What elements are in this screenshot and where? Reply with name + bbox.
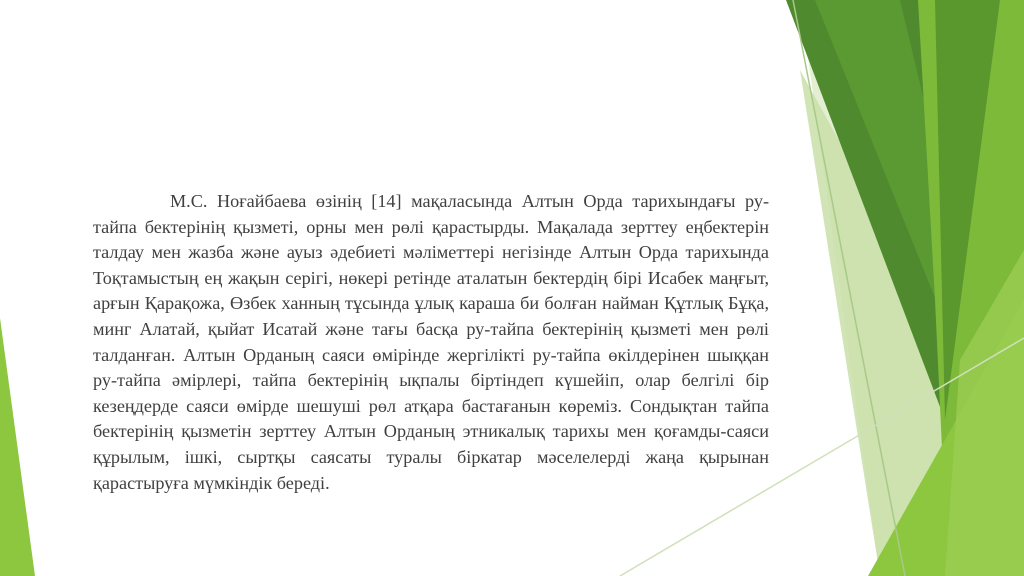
left-green-sliver <box>0 318 35 576</box>
body-paragraph: М.С. Ноғайбаева өзінің [14] мақаласында Алтын Орда тарихындағы ру-тайпа бектерінің қызметі, орны мен рөлі қарастырды. Мақалада зерттеу еңбектерін талдау мен жазба және ауыз әдебиеті мәліметтері негізінде Алтын Орда тарихында Тоқтамыстың ең жақын серігі, нөкері ретінде аталатын бектердің бірі Исабек маңғыт, арғын Қарақожа, Өзбек ханның тұсында ұлық караша би болған найман Құтлық Бұқа, минг Алатай, қыйат Исатай және тағы басқа ру-тайпа бектерінің қызметі мен рөлі талданған. Алтын Орданың саяси өмірінде жергілікті ру-тайпа өкілдерінен шыққан ру-тайпа әмірлері, тайпа бектерінің ықпалы біртіндеп күшейіп, олар белгілі бір кезеңдерде саяси өмірде шешуші рөл атқара бастағанын көреміз. Сондықтан тайпа бектерінің қызметін зерттеу Алтын Орданың этникалық тарихы мен қоғамды-саяси құрылым, ішкі, сыртқы саясаты туралы біркатар мәселелерді жаңа қырынан қарастыруға мүмкіндік береді. <box>93 191 769 493</box>
